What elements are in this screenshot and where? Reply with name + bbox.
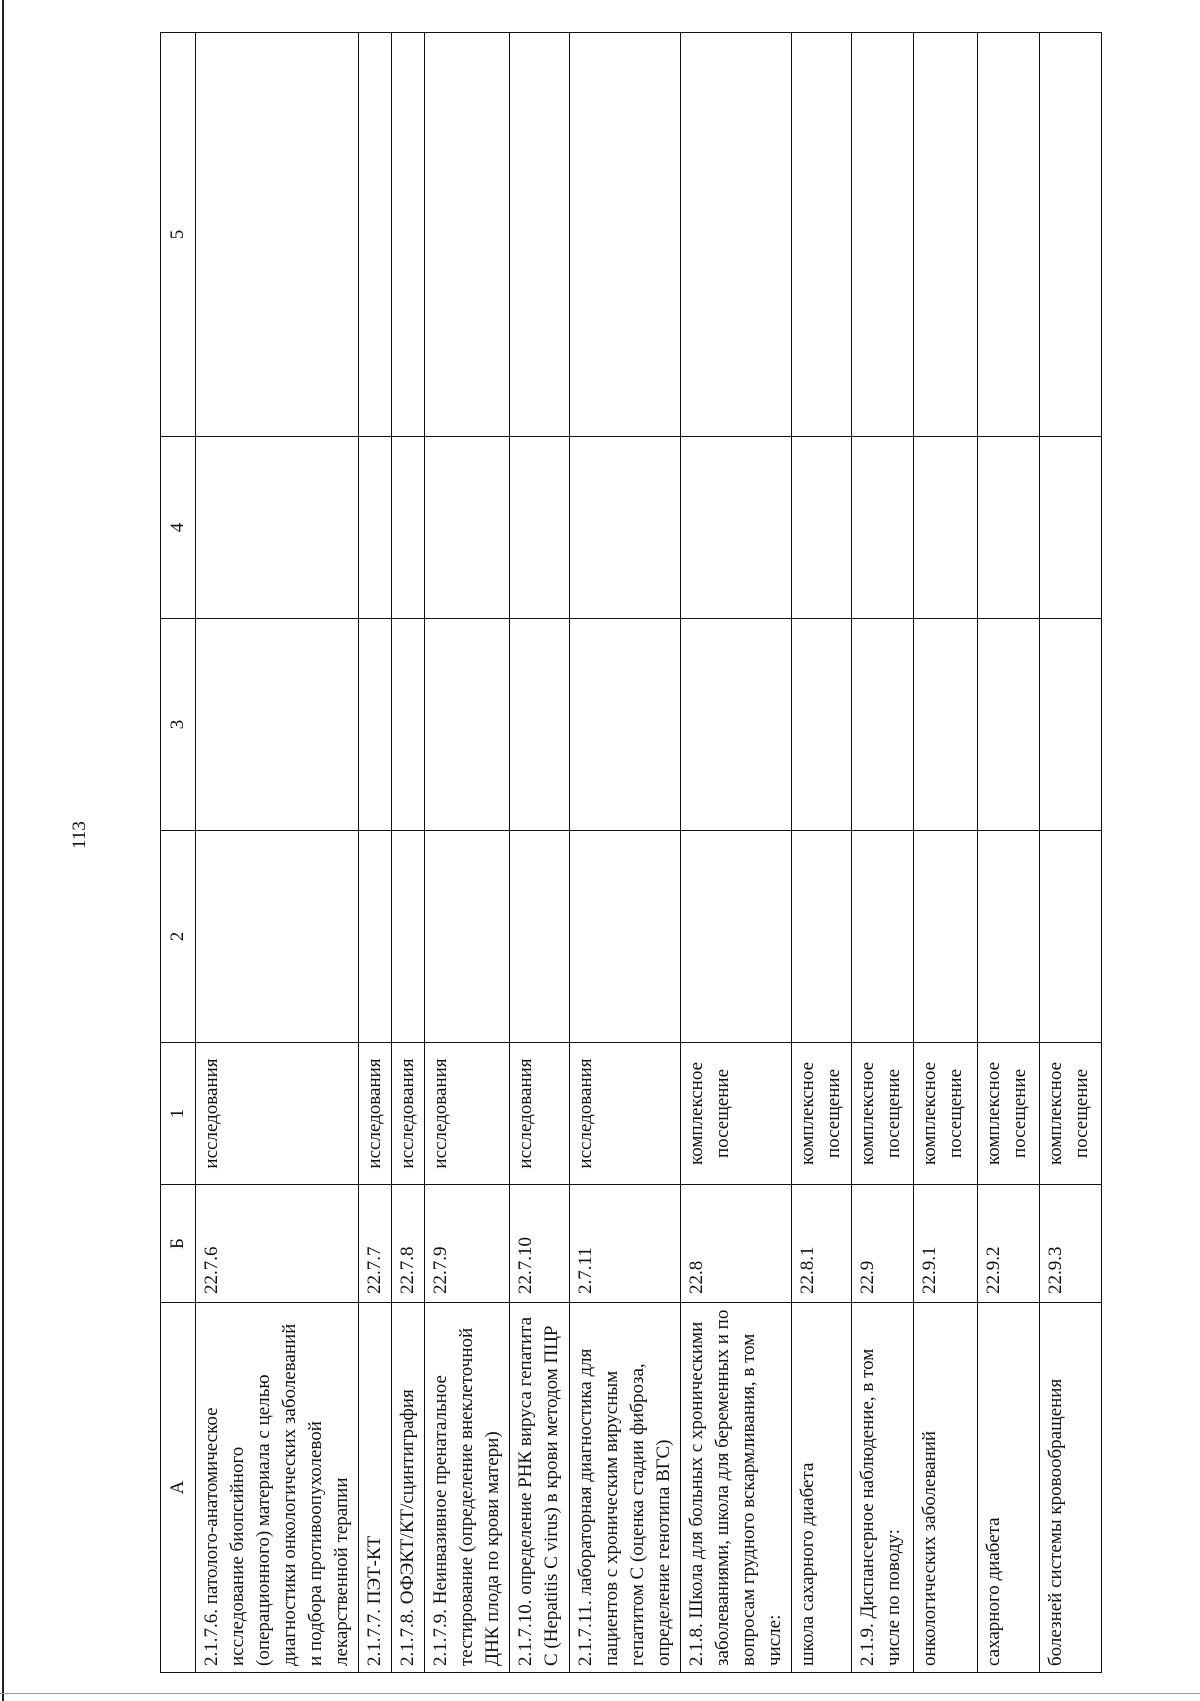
row-value-3 [1040, 619, 1102, 831]
header-cell: 3 [161, 619, 196, 831]
row-name: 2.1.8. Школа для больных с хроническими заболеваниями, школа для беременных и по вопросам грудного вскармливания, в том числе: [681, 1303, 792, 1673]
row-value-3 [852, 619, 914, 831]
row-code: 22.7.6 [196, 1185, 359, 1303]
row-value-3 [681, 619, 792, 831]
row-unit: комплексное посещение [792, 1043, 852, 1185]
page-number: 113 [69, 821, 90, 849]
row-code: 22.8.1 [792, 1185, 852, 1303]
table-row [681, 33, 792, 1673]
row-unit: исследования [510, 1043, 570, 1185]
row-value-4 [792, 437, 852, 619]
table-row [1040, 33, 1102, 1673]
row-value-3 [392, 619, 425, 831]
row-name: 2.1.7.6. патолого-анатомическое исследование биопсийного (операционного) материала с целью диагностики онкологических заболеваний и подбора противоопухолевой лекарственной терапии [196, 1303, 359, 1673]
row-value-5 [792, 33, 852, 437]
table-row [359, 33, 392, 1673]
table-row [425, 33, 510, 1673]
row-value-3 [510, 619, 570, 831]
row-value-5 [359, 33, 392, 437]
scan-bottom-line [0, 1693, 1200, 1694]
row-code: 2.7.11 [570, 1185, 681, 1303]
table-row [914, 33, 978, 1673]
row-value-4 [392, 437, 425, 619]
row-value-5 [392, 33, 425, 437]
row-value-3 [570, 619, 681, 831]
row-name: 2.1.7.9. Неинвазивное пренатальное тестирование (определение внеклеточной ДНК плода по крови матери) [425, 1303, 510, 1673]
row-value-2 [1040, 831, 1102, 1043]
table-row [978, 33, 1040, 1673]
row-value-2 [392, 831, 425, 1043]
row-unit: комплексное посещение [914, 1043, 978, 1185]
row-value-2 [196, 831, 359, 1043]
header-cell: 5 [161, 33, 196, 437]
row-value-2 [792, 831, 852, 1043]
row-value-5 [852, 33, 914, 437]
table-row [792, 33, 852, 1673]
header-cell: 4 [161, 437, 196, 619]
table-header-row [161, 33, 196, 1673]
row-code: 22.9 [852, 1185, 914, 1303]
row-value-4 [196, 437, 359, 619]
row-unit: комплексное посещение [978, 1043, 1040, 1185]
data-table-rotated [160, 33, 1092, 1673]
row-name: сахарного диабета [978, 1303, 1040, 1673]
row-value-3 [914, 619, 978, 831]
table-row [510, 33, 570, 1673]
row-unit: исследования [570, 1043, 681, 1185]
row-name: 2.1.9. Диспансерное наблюдение, в том числе по поводу: [852, 1303, 914, 1673]
header-cell: 1 [161, 1043, 196, 1185]
row-name: болезней системы кровообращения [1040, 1303, 1102, 1673]
row-unit: исследования [359, 1043, 392, 1185]
table-row [570, 33, 681, 1673]
row-unit: исследования [425, 1043, 510, 1185]
table-row [392, 33, 425, 1673]
row-value-2 [570, 831, 681, 1043]
row-code: 22.7.10 [510, 1185, 570, 1303]
row-value-2 [914, 831, 978, 1043]
data-table [160, 32, 1102, 1673]
row-value-5 [1040, 33, 1102, 437]
row-unit: исследования [196, 1043, 359, 1185]
row-code: 22.8 [681, 1185, 792, 1303]
row-value-4 [425, 437, 510, 619]
row-name: 2.1.7.8. ОФЭКТ/КТ/сцинтиграфия [392, 1303, 425, 1673]
row-value-2 [425, 831, 510, 1043]
row-name: 2.1.7.11. лабораторная диагностика для пациентов с хроническим вирусным гепатитом С (оценка стадии фиброза, определение генотипа ВГС) [570, 1303, 681, 1673]
row-value-4 [1040, 437, 1102, 619]
row-value-4 [914, 437, 978, 619]
row-name: 2.1.7.10. определение РНК вируса гепатита С (Hepatitis C virus) в крови методом ПЦР [510, 1303, 570, 1673]
row-value-5 [510, 33, 570, 437]
row-code: 22.7.7 [359, 1185, 392, 1303]
row-value-2 [510, 831, 570, 1043]
row-value-2 [978, 831, 1040, 1043]
row-value-4 [570, 437, 681, 619]
row-value-5 [425, 33, 510, 437]
row-value-3 [425, 619, 510, 831]
row-value-5 [681, 33, 792, 437]
row-unit: комплексное посещение [852, 1043, 914, 1185]
row-code: 22.9.3 [1040, 1185, 1102, 1303]
table-row [196, 33, 359, 1673]
row-unit: комплексное посещение [681, 1043, 792, 1185]
row-value-4 [852, 437, 914, 619]
row-value-5 [196, 33, 359, 437]
row-name: школа сахарного диабета [792, 1303, 852, 1673]
row-value-4 [978, 437, 1040, 619]
header-cell: А [161, 1303, 196, 1673]
row-value-3 [359, 619, 392, 831]
row-value-3 [978, 619, 1040, 831]
row-code: 22.7.9 [425, 1185, 510, 1303]
row-value-2 [359, 831, 392, 1043]
header-cell: Б [161, 1185, 196, 1303]
row-unit: комплексное посещение [1040, 1043, 1102, 1185]
row-value-5 [978, 33, 1040, 437]
row-code: 22.9.2 [978, 1185, 1040, 1303]
row-value-2 [681, 831, 792, 1043]
row-value-3 [792, 619, 852, 831]
row-value-5 [570, 33, 681, 437]
row-value-5 [914, 33, 978, 437]
row-unit: исследования [392, 1043, 425, 1185]
scan-edge-line [2, 0, 4, 1701]
row-code: 22.7.8 [392, 1185, 425, 1303]
row-code: 22.9.1 [914, 1185, 978, 1303]
header-cell: 2 [161, 831, 196, 1043]
row-name: онкологических заболеваний [914, 1303, 978, 1673]
row-value-4 [510, 437, 570, 619]
row-value-2 [852, 831, 914, 1043]
row-value-4 [681, 437, 792, 619]
row-value-3 [196, 619, 359, 831]
row-value-4 [359, 437, 392, 619]
row-name: 2.1.7.7. ПЭТ-КТ [359, 1303, 392, 1673]
table-row [852, 33, 914, 1673]
